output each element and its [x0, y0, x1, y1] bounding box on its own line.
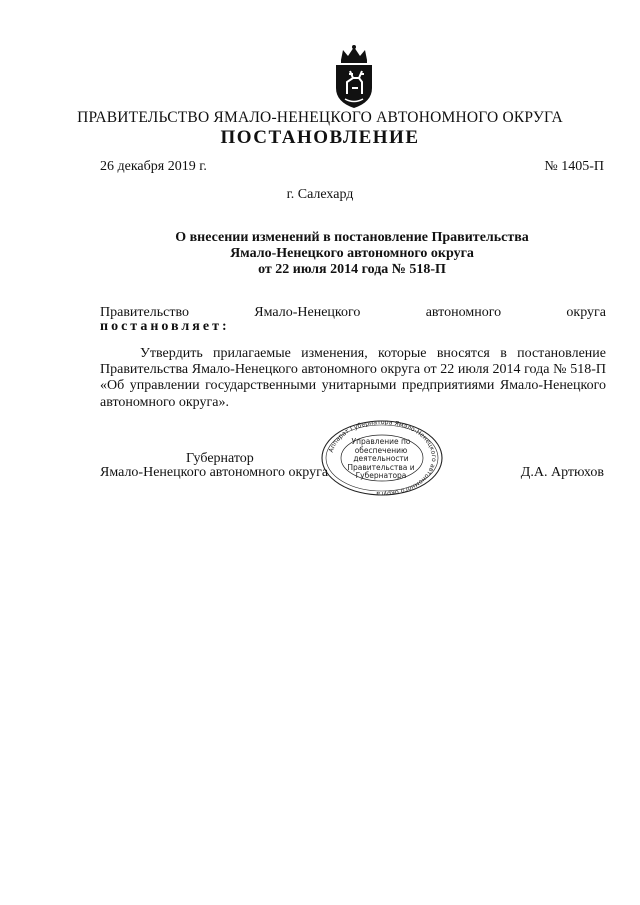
- preamble-word: автономного: [425, 305, 502, 320]
- stamp-inner-text: Управление по обеспечению деятельности Правительства и Губернатора: [347, 437, 415, 481]
- stamp-ring-text: Аппарат Губернатора Ямало-Ненецкого автономного округа: [327, 418, 438, 496]
- signer-name: Д.А. Артюхов: [520, 465, 604, 480]
- preamble-action-text: постановляет:: [100, 319, 230, 334]
- title-line: О внесении изменений в постановление Правительства: [175, 230, 529, 245]
- document-number: № 1405-П: [544, 159, 604, 174]
- title-line: Ямало-Ненецкого автономного округа: [230, 246, 474, 261]
- title-line: от 22 июля 2014 года № 518-П: [258, 262, 446, 277]
- document-city: г. Салехард: [286, 187, 354, 202]
- body-paragraph: Утвердить прилагаемые изменения, которые вносятся в постановление Правительства Ямало-Ненецкого автономного округа от 22 июля 2014 года № 518-П «Об управлении государственными унитарными предприятиями Ямало-Ненецкого автономного округа».: [100, 346, 606, 410]
- preamble-word: округа: [566, 305, 606, 320]
- document-title: [0, 230, 640, 278]
- signer-title-line1: Губернатор: [186, 451, 254, 466]
- document-type: ПОСТАНОВЛЕНИЕ: [220, 127, 420, 148]
- organization-name: ПРАВИТЕЛЬСТВО ЯМАЛО-НЕНЕЦКОГО АВТОНОМНОГО ОКРУГА: [77, 109, 563, 126]
- signer-title-line2: Ямало-Ненецкого автономного округа: [100, 465, 329, 480]
- preamble-word: Правительство: [100, 305, 189, 320]
- document-date: 26 декабря 2019 г.: [100, 159, 207, 174]
- preamble-word: Ямало-Ненецкого: [254, 305, 361, 320]
- preamble-action: [100, 319, 606, 335]
- coat-of-arms-icon: [331, 44, 377, 110]
